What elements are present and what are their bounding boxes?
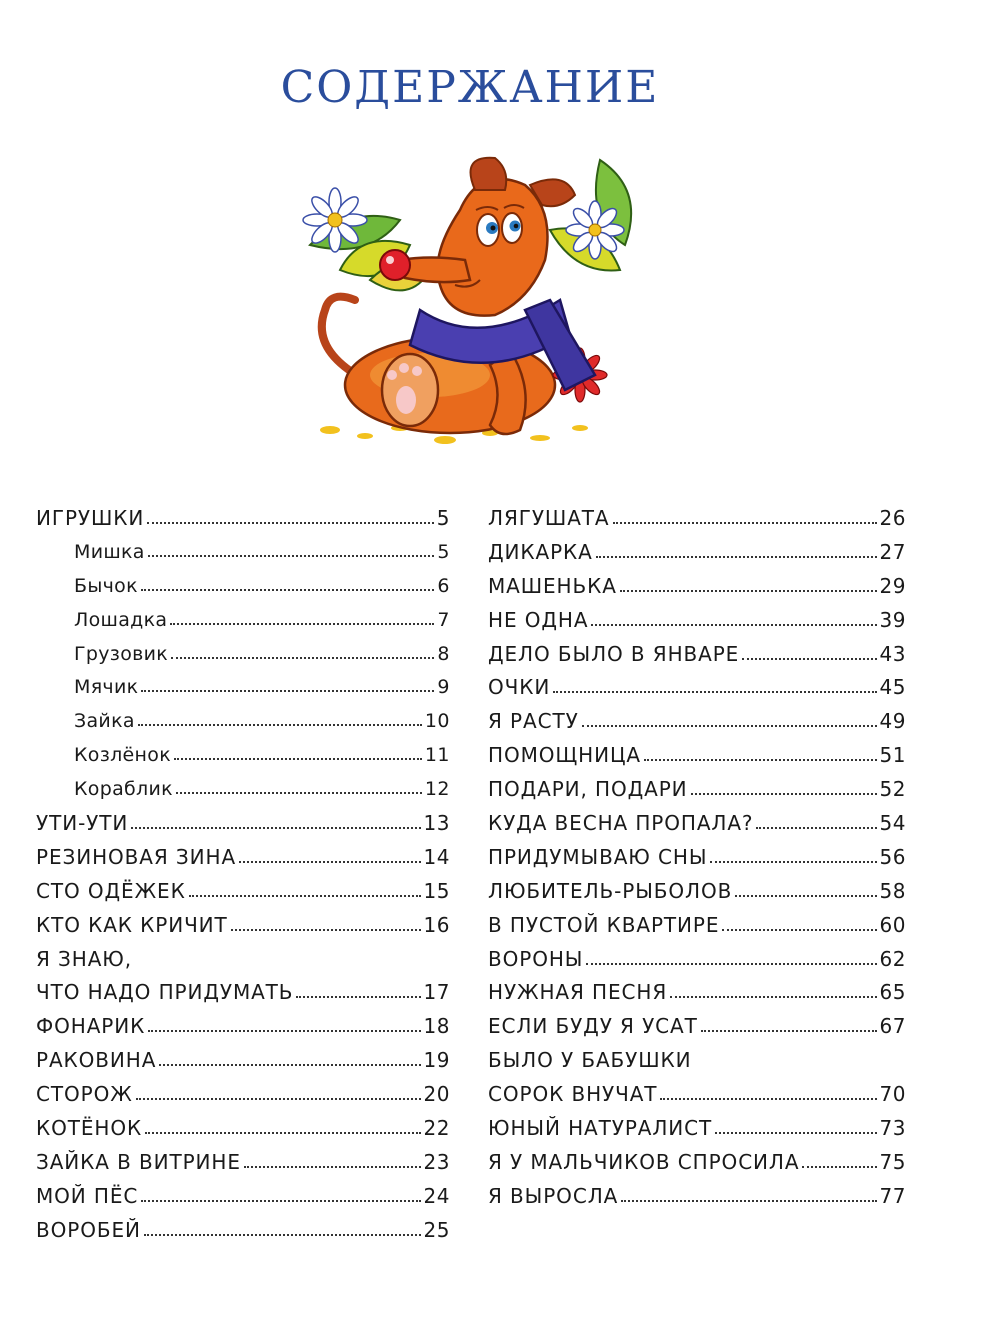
- toc-entry-page: 27: [879, 539, 906, 564]
- toc-entry-title: Бычок: [74, 574, 138, 597]
- toc-entry-title: НУЖНАЯ ПЕСНЯ: [488, 980, 668, 1005]
- dot-leader: [148, 1022, 420, 1032]
- toc-entry[interactable]: [488, 1112, 906, 1146]
- toc-entry[interactable]: [488, 1146, 906, 1180]
- toc-entry-title: СТО ОДЁЖЕК: [36, 878, 186, 903]
- toc-entry-title: Грузовик: [74, 642, 169, 665]
- dot-leader: [715, 1124, 876, 1134]
- toc-entry-page: 58: [879, 878, 906, 903]
- toc-entry-page: 56: [879, 844, 906, 869]
- toc-entry-title: ЛЮБИТЕЛЬ-РЫБОЛОВ: [488, 878, 733, 903]
- dot-leader: [141, 581, 435, 591]
- toc-entry-page: 14: [423, 844, 450, 869]
- dot-leader: [131, 819, 420, 829]
- dot-leader: [722, 921, 876, 931]
- toc-entry-page: 25: [423, 1217, 450, 1242]
- toc-entry-title: ОЧКИ: [488, 675, 551, 700]
- toc-entry-title: Я У МАЛЬЧИКОВ СПРОСИЛА: [488, 1149, 800, 1174]
- dot-leader: [244, 1158, 421, 1168]
- toc-entry-page: 29: [879, 573, 906, 598]
- toc-entry-title: ПОДАРИ, ПОДАРИ: [488, 777, 688, 802]
- toc-entry[interactable]: [36, 671, 450, 705]
- toc-entry-page: 5: [436, 506, 450, 530]
- toc-entry[interactable]: [488, 1078, 906, 1112]
- toc-entry-page: 67: [879, 1014, 906, 1039]
- toc-entry[interactable]: [36, 1180, 450, 1214]
- toc-entry-page: 54: [879, 811, 906, 836]
- dot-leader: [586, 955, 876, 965]
- toc-entry-page: 45: [879, 675, 906, 700]
- toc-entry-title: ПОМОЩНИЦА: [488, 743, 641, 768]
- toc-entry-title: ЕСЛИ БУДУ Я УСАТ: [488, 1014, 698, 1039]
- toc-entry-title: СТОРОЖ: [36, 1082, 133, 1107]
- page-title: СОДЕРЖАНИЕ: [280, 62, 660, 113]
- dot-leader: [145, 1124, 420, 1134]
- dot-leader: [710, 853, 876, 863]
- dot-leader: [582, 717, 877, 727]
- toc-entry[interactable]: [488, 807, 906, 841]
- toc-entry-title: РЕЗИНОВАЯ ЗИНА: [36, 844, 237, 869]
- toc-entry-page: 9: [437, 676, 450, 699]
- toc-entry[interactable]: [36, 807, 450, 841]
- toc-entry[interactable]: [36, 502, 450, 536]
- toc-entry[interactable]: [36, 705, 450, 739]
- toc-entry-page: 6: [437, 574, 450, 597]
- toc-entry[interactable]: [36, 1214, 450, 1248]
- dot-leader: [174, 750, 422, 760]
- toc-entry[interactable]: [36, 909, 450, 943]
- toc-entry-title: ДЕЛО БЫЛО В ЯНВАРЕ: [488, 641, 740, 666]
- toc-entry-title: Я РАСТУ: [488, 709, 579, 734]
- toc-entry-title: В ПУСТОЙ КВАРТИРЕ: [488, 912, 720, 937]
- toc-right-column: [488, 502, 906, 1214]
- toc-entry-title: Козлёнок: [74, 744, 171, 767]
- dot-leader: [135, 957, 447, 965]
- cartoon-dog-with-scarf-and-flowers-icon: [280, 150, 660, 450]
- toc-entry-page: 73: [879, 1116, 906, 1141]
- toc-entry[interactable]: [488, 1044, 906, 1078]
- toc-entry-page: 15: [423, 878, 450, 903]
- toc-entry-page: 18: [423, 1014, 450, 1039]
- toc-entry-page: 22: [423, 1116, 450, 1141]
- dot-leader: [553, 683, 876, 693]
- toc-entry[interactable]: [36, 773, 450, 807]
- toc-entry-title: ФОНАРИК: [36, 1014, 146, 1039]
- toc-entry-page: 24: [423, 1183, 450, 1208]
- toc-entry-page: 7: [437, 608, 450, 631]
- toc-entry-title: БЫЛО У БАБУШКИ: [488, 1048, 692, 1073]
- toc-left-column: [36, 502, 450, 1248]
- toc-entry-page: 62: [879, 946, 906, 971]
- toc-entry-page: 23: [423, 1149, 450, 1174]
- toc-entry[interactable]: [488, 909, 906, 943]
- toc-entry-title: ЛЯГУШАТА: [488, 506, 610, 530]
- dot-leader: [742, 650, 876, 660]
- dot-leader: [138, 716, 422, 726]
- dot-leader: [176, 784, 422, 794]
- dot-leader: [695, 1058, 903, 1066]
- toc-entry-title: ПРИДУМЫВАЮ СНЫ: [488, 844, 708, 869]
- toc-entry-page: 52: [879, 777, 906, 802]
- toc-entry-title: КОТЁНОК: [36, 1116, 143, 1141]
- toc-entry[interactable]: [36, 1078, 450, 1112]
- toc-entry-title: МАШЕНЬКА: [488, 573, 617, 598]
- dot-leader: [239, 853, 421, 863]
- toc-entry-title: СОРОК ВНУЧАТ: [488, 1082, 658, 1107]
- toc-entry[interactable]: [488, 739, 906, 773]
- toc-entry-page: 49: [879, 709, 906, 734]
- toc-entry-page: 75: [879, 1149, 906, 1174]
- toc-entry-title: Мишка: [74, 540, 145, 563]
- toc-entry-page: 8: [437, 642, 450, 665]
- toc-entry[interactable]: [488, 536, 906, 570]
- toc-entry-title: Лошадка: [74, 608, 168, 631]
- dot-leader: [148, 547, 435, 557]
- toc-entry[interactable]: [488, 943, 906, 977]
- dot-leader: [613, 514, 877, 524]
- dot-leader: [144, 1226, 421, 1236]
- dot-leader: [159, 1056, 420, 1066]
- toc-entry-title: ЗАЙКА В ВИТРИНЕ: [36, 1149, 241, 1174]
- dot-leader: [701, 1022, 877, 1032]
- toc-entry-page: 39: [879, 607, 906, 632]
- toc-entry[interactable]: [36, 1044, 450, 1078]
- toc-entry-title: НЕ ОДНА: [488, 607, 589, 632]
- toc-entry-title: МОЙ ПЁС: [36, 1183, 139, 1208]
- toc-entry[interactable]: [36, 875, 450, 909]
- toc-entry-title: Мячик: [74, 676, 139, 699]
- dot-leader: [591, 616, 876, 626]
- toc-entry-page: 65: [879, 980, 906, 1005]
- toc-entry-title: Я ВЫРОСЛА: [488, 1183, 619, 1208]
- toc-entry[interactable]: [488, 570, 906, 604]
- dot-leader: [596, 548, 877, 558]
- toc-entry-page: 20: [423, 1082, 450, 1107]
- toc-entry-page: 5: [437, 540, 450, 563]
- dot-leader: [735, 887, 876, 897]
- toc-entry[interactable]: [488, 875, 906, 909]
- toc-entry[interactable]: [488, 1180, 906, 1214]
- toc-entry-page: 26: [879, 506, 906, 530]
- toc-entry-page: 10: [424, 710, 450, 733]
- toc-entry-title: РАКОВИНА: [36, 1048, 157, 1073]
- toc-entry-title: Я ЗНАЮ,: [36, 946, 133, 971]
- dot-leader: [756, 819, 876, 829]
- toc-entry[interactable]: [36, 1112, 450, 1146]
- toc-entry[interactable]: [488, 841, 906, 875]
- toc-entry[interactable]: [488, 773, 906, 807]
- dot-leader: [189, 887, 421, 897]
- dot-leader: [141, 1192, 420, 1202]
- toc-entry[interactable]: [36, 976, 450, 1010]
- toc-entry-title: ВОРОНЫ: [488, 946, 584, 971]
- dot-leader: [147, 514, 434, 524]
- toc-entry[interactable]: [36, 570, 450, 604]
- toc-entry[interactable]: [36, 604, 450, 638]
- toc-entry-title: ДИКАРКА: [488, 539, 593, 564]
- toc-entry[interactable]: [488, 976, 906, 1010]
- toc-entry[interactable]: [36, 943, 450, 977]
- toc-entry-page: 16: [423, 912, 450, 937]
- dot-leader: [691, 785, 877, 795]
- toc-entry-page: 12: [424, 778, 450, 801]
- toc-entry[interactable]: [36, 536, 450, 570]
- toc-entry[interactable]: [36, 841, 450, 875]
- toc-entry[interactable]: [488, 604, 906, 638]
- toc-entry-page: 17: [423, 980, 450, 1005]
- dot-leader: [660, 1090, 876, 1100]
- toc-entry[interactable]: [36, 1146, 450, 1180]
- toc-entry-title: ИГРУШКИ: [36, 506, 145, 530]
- dot-leader: [231, 921, 421, 931]
- toc-entry-page: 11: [424, 744, 450, 767]
- dot-leader: [670, 988, 876, 998]
- dot-leader: [141, 682, 434, 692]
- dot-leader: [620, 582, 877, 592]
- toc-entry[interactable]: [488, 705, 906, 739]
- toc-entry[interactable]: [488, 671, 906, 705]
- toc-entry-page: 19: [423, 1048, 450, 1073]
- toc-entry-page: 13: [423, 811, 450, 836]
- dot-leader: [802, 1158, 876, 1168]
- toc-entry-title: Кораблик: [74, 778, 173, 801]
- dot-leader: [644, 751, 877, 761]
- toc-entry-title: ВОРОБЕЙ: [36, 1217, 141, 1242]
- dot-leader: [296, 988, 420, 998]
- toc-entry-page: 77: [879, 1183, 906, 1208]
- toc-entry-title: ЧТО НАДО ПРИДУМАТЬ: [36, 980, 294, 1005]
- dot-leader: [170, 615, 434, 625]
- toc-entry[interactable]: [488, 638, 906, 672]
- toc-entry[interactable]: [36, 638, 450, 672]
- toc-entry-title: КУДА ВЕСНА ПРОПАЛА?: [488, 811, 754, 836]
- toc-entry-page: 60: [879, 912, 906, 937]
- toc-entry[interactable]: [488, 1010, 906, 1044]
- toc-entry[interactable]: [488, 502, 906, 536]
- toc-entry[interactable]: [36, 739, 450, 773]
- toc-entry-page: 70: [879, 1082, 906, 1107]
- dot-leader: [171, 649, 434, 659]
- toc-entry-page: 51: [879, 743, 906, 768]
- dot-leader: [621, 1192, 876, 1202]
- toc-entry-title: Зайка: [74, 710, 135, 733]
- toc-entry-title: КТО КАК КРИЧИТ: [36, 912, 228, 937]
- dot-leader: [136, 1090, 421, 1100]
- toc-entry-page: 43: [879, 641, 906, 666]
- toc-entry-title: УТИ-УТИ: [36, 811, 129, 836]
- toc-entry-title: ЮНЫЙ НАТУРАЛИСТ: [488, 1116, 713, 1141]
- toc-entry[interactable]: [36, 1010, 450, 1044]
